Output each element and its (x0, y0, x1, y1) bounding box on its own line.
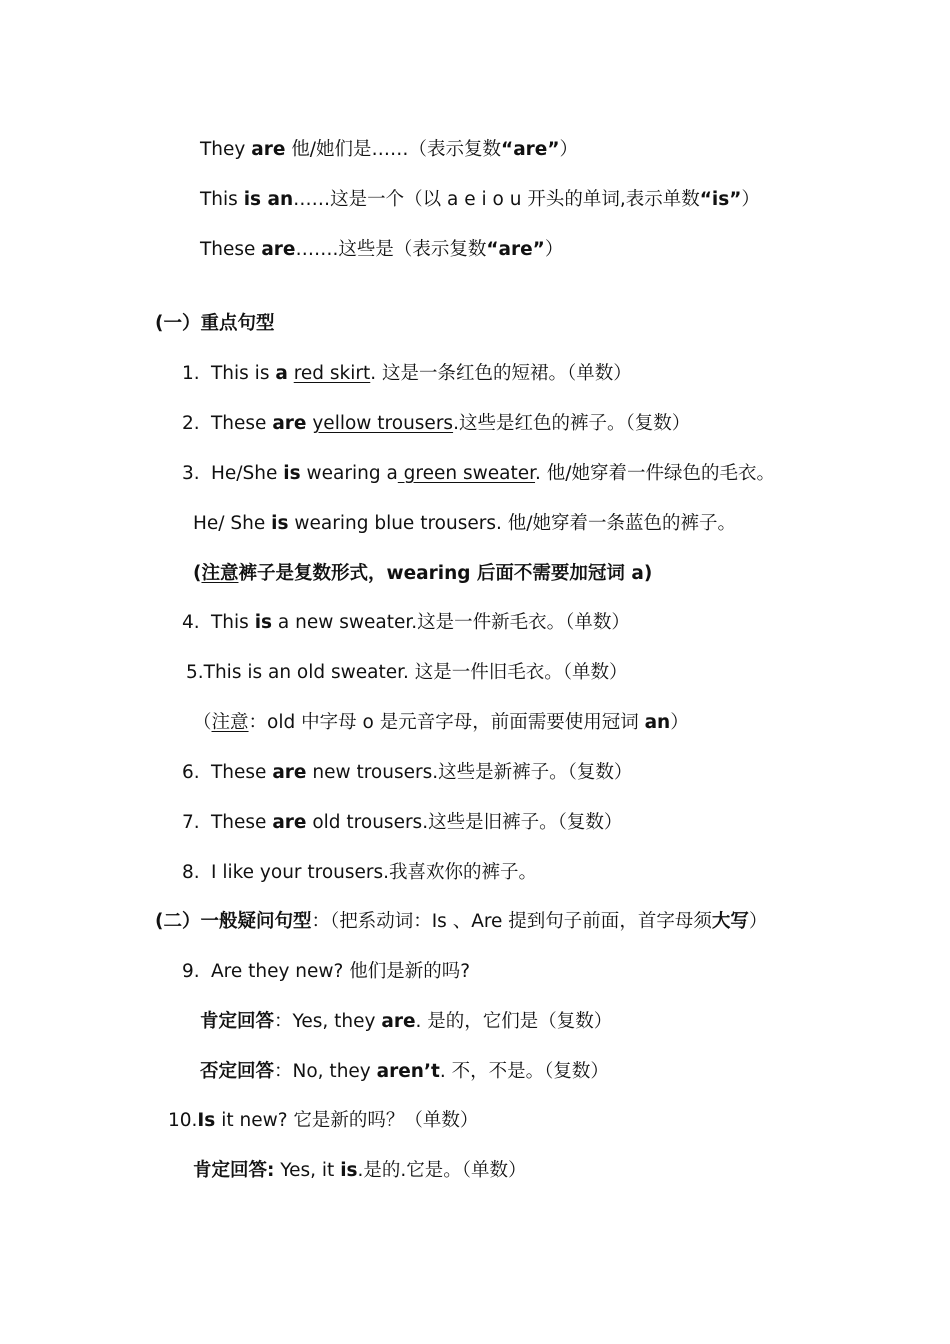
sentence-8: 8. I like your trousers.我喜欢你的裤子。 (182, 862, 538, 883)
sentence-2: 2. These are yellow trousers.这些是红色的裤子。（复数） (182, 413, 691, 434)
section-heading-key-sentences: (一）重点句型 (155, 313, 275, 334)
sentence-5: 5.This is an old sweater. 这是一件旧毛衣。（单数） (186, 662, 628, 683)
note-trousers-plural: (注意裤子是复数形式，wearing 后面不需要加冠词 a) (193, 563, 653, 584)
note-vowel-an: （注意：old 中字母 o 是元音字母，前面需要使用冠词 an） (193, 712, 689, 733)
intro-line-these-are: These are…….这些是（表示复数“are”） (200, 239, 564, 260)
sentence-3: 3. He/She is wearing a green sweater. 他/她穿着一件绿色的毛衣。 (182, 463, 776, 484)
answer-10-affirmative: 肯定回答: Yes, it is.是的.它是。（单数） (193, 1160, 527, 1181)
intro-line-this-is-an: This is an……这是一个（以 a e i o u 开头的单词,表示单数“is”） (200, 189, 760, 210)
question-9: 9. Are they new? 他们是新的吗? (182, 961, 471, 982)
sentence-7: 7. These are old trousers.这些是旧裤子。（复数） (182, 812, 623, 833)
answer-9-negative: 否定回答：No, they aren’t. 不，不是。（复数） (200, 1061, 609, 1082)
sentence-6: 6. These are new trousers.这些是新裤子。（复数） (182, 762, 633, 783)
sentence-1: 1. This is a red skirt. 这是一条红色的短裙。（单数） (182, 363, 632, 384)
question-10: 10.Is it new? 它是新的吗？（单数） (168, 1110, 479, 1131)
sentence-3-variant: He/ She is wearing blue trousers. 他/她穿着一条蓝色的裤子。 (193, 513, 736, 534)
answer-9-affirmative: 肯定回答：Yes, they are. 是的，它们是（复数） (200, 1011, 613, 1032)
section-heading-yes-no-questions: (二）一般疑问句型：（把系动词：Is 、Are 提到句子前面，首字母须大写） (155, 911, 768, 932)
sentence-4: 4. This is a new sweater.这是一件新毛衣。（单数） (182, 612, 630, 633)
intro-line-they-are: They are 他/她们是……（表示复数“are”） (200, 139, 579, 160)
